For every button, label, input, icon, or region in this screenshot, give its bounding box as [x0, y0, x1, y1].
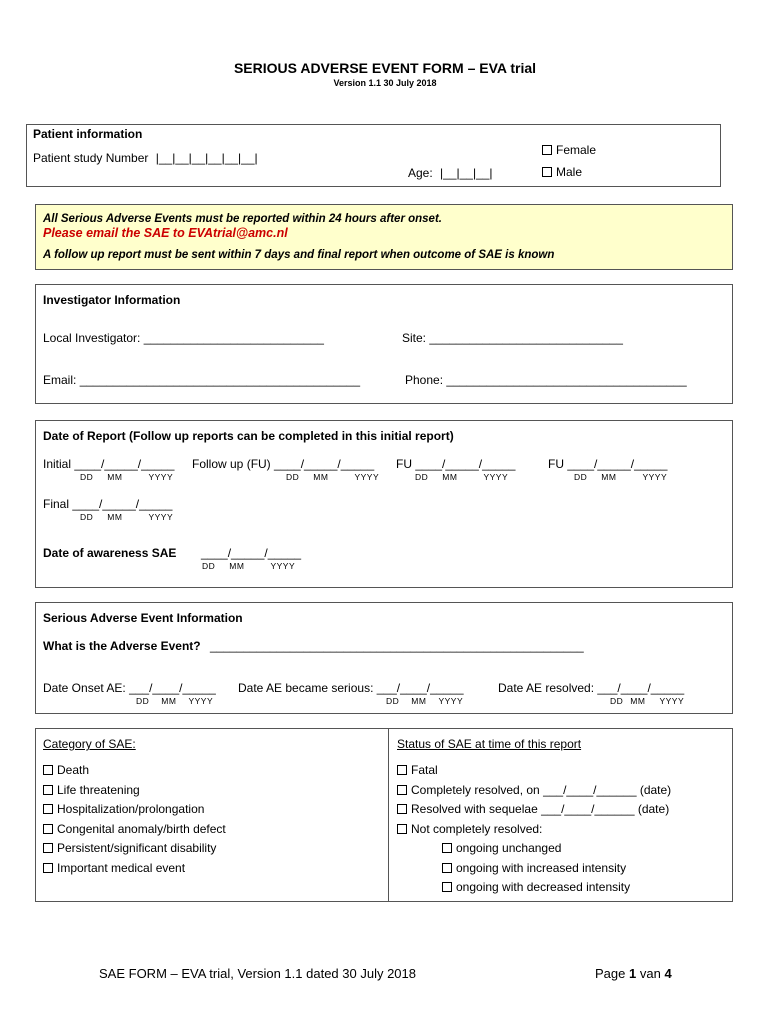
email-label: Email:: [43, 373, 77, 387]
dd-label: DD: [202, 561, 216, 571]
mm-label: MM: [442, 472, 458, 482]
initial-date-units: [80, 472, 173, 482]
checkbox-icon: [43, 785, 53, 795]
fu-date-field-1[interactable]: [396, 457, 515, 471]
awareness-label: Date of awareness SAE: [43, 546, 177, 560]
category-label: Important medical event: [57, 861, 186, 875]
dd-label: DD: [415, 472, 429, 482]
checkbox-icon: [43, 824, 53, 834]
page-number: [595, 966, 672, 981]
final-date-field[interactable]: [43, 497, 172, 511]
mm-label: MM: [107, 512, 123, 522]
page-van: van: [639, 966, 661, 981]
yyyy-label: YYYY: [642, 472, 668, 482]
age-label: Age:: [408, 166, 433, 180]
category-label: Death: [57, 763, 90, 777]
email-field[interactable]: [43, 373, 360, 387]
category-heading: Category of SAE:: [43, 737, 136, 751]
checkbox-icon: [397, 785, 407, 795]
dd-label: DD: [136, 696, 150, 706]
female-checkbox[interactable]: [542, 143, 596, 157]
resolved-date-blank: ___/____/_____: [597, 681, 685, 695]
page-prefix: Page: [595, 966, 626, 981]
yyyy-label: YYYY: [188, 696, 214, 706]
fu-label: FU: [548, 457, 564, 471]
dd-label: DD: [286, 472, 300, 482]
resolved-date-field[interactable]: [498, 681, 684, 695]
male-label: Male: [556, 165, 583, 179]
checkbox-icon: [442, 882, 452, 892]
date-of-report-heading: Date of Report (Follow up reports can be completed in this initial report): [43, 429, 454, 443]
female-label: Female: [556, 143, 597, 157]
notice-line-3: A follow up report must be sent within 7 days and final report when outcome of SAE is known: [43, 249, 555, 261]
dd-label: DD: [386, 696, 400, 706]
status-label: Not completely resolved:: [411, 822, 543, 836]
dd-label: DD: [80, 472, 94, 482]
status-label: Completely resolved, on ___/____/______ (date): [411, 783, 672, 797]
serious-date-field[interactable]: [238, 681, 464, 695]
category-status-section: [35, 728, 733, 902]
patient-info-section: [26, 124, 721, 187]
investigator-section: [35, 284, 733, 404]
notice-box: [35, 204, 733, 270]
status-ongoing-decreased[interactable]: [442, 880, 630, 894]
patient-info-heading: Patient information: [33, 127, 143, 141]
checkbox-icon: [397, 804, 407, 814]
initial-date-field[interactable]: [43, 457, 174, 471]
phone-blank: ____________________________________: [446, 373, 687, 387]
status-label: ongoing with decreased intensity: [456, 880, 631, 894]
resolved-label: Date AE resolved:: [498, 681, 595, 695]
mm-label: MM: [411, 696, 427, 706]
serious-date-blank: ___/____/_____: [376, 681, 464, 695]
adverse-event-question: What is the Adverse Event?: [43, 639, 201, 653]
checkbox-icon: [442, 843, 452, 853]
fu-date-units-1: [415, 472, 508, 482]
mm-label: MM: [313, 472, 329, 482]
checkbox-icon: [43, 863, 53, 873]
yyyy-label: YYYY: [148, 472, 174, 482]
category-persistent[interactable]: [43, 841, 216, 855]
dd-label: DD: [80, 512, 94, 522]
resolved-date-units: [610, 696, 684, 706]
yyyy-label: YYYY: [438, 696, 464, 706]
mm-label: MM: [107, 472, 123, 482]
fu-date-blank: ____/_____/_____: [415, 457, 516, 471]
yyyy-label: YYYY: [148, 512, 174, 522]
yyyy-label: YYYY: [659, 696, 685, 706]
phone-label: Phone:: [405, 373, 444, 387]
category-congenital[interactable]: [43, 822, 226, 836]
checkbox-icon: [43, 765, 53, 775]
study-number-field[interactable]: [33, 151, 258, 165]
category-label: Life threatening: [57, 783, 140, 797]
column-divider: [388, 729, 389, 901]
category-important[interactable]: [43, 861, 185, 875]
dd-label: DD: [610, 696, 624, 706]
final-date-units: [80, 512, 173, 522]
onset-date-blank: ___/____/_____: [129, 681, 216, 695]
followup-label: Follow up (FU): [192, 457, 271, 471]
local-investigator-field[interactable]: [43, 331, 324, 345]
fu-date-units-2: [574, 472, 667, 482]
status-ongoing-unchanged[interactable]: [442, 841, 561, 855]
age-field[interactable]: [408, 166, 493, 180]
checkbox-icon: [442, 863, 452, 873]
adverse-event-field[interactable]: [43, 639, 584, 653]
checkbox-icon: [397, 824, 407, 834]
onset-date-units: [136, 696, 213, 706]
serious-date-units: [386, 696, 463, 706]
initial-label: Initial: [43, 457, 72, 471]
status-label: Fatal: [411, 763, 438, 777]
phone-field[interactable]: [405, 373, 687, 387]
male-checkbox[interactable]: [542, 165, 582, 179]
status-fatal[interactable]: [397, 763, 438, 777]
adverse-event-blank: ________________________________________________________: [209, 639, 584, 653]
onset-label: Date Onset AE:: [43, 681, 126, 695]
site-blank: _____________________________: [429, 331, 623, 345]
status-label: Resolved with sequelae ___/____/______ (date): [411, 802, 670, 816]
local-investigator-blank: ___________________________: [143, 331, 324, 345]
onset-date-field[interactable]: [43, 681, 216, 695]
checkbox-icon: [43, 804, 53, 814]
followup-date-field[interactable]: [192, 457, 374, 471]
version-line: Version 1.1 30 July 2018: [333, 78, 437, 88]
sae-info-section: [35, 602, 733, 714]
awareness-date-units: [202, 561, 295, 571]
status-heading: Status of SAE at time of this report: [397, 737, 582, 751]
age-blank: |__|__|__|: [440, 166, 493, 180]
category-label: Congenital anomaly/birth defect: [57, 822, 226, 836]
final-date-blank: ____/_____/_____: [72, 497, 173, 511]
awareness-date-blank: ____/_____/_____: [201, 546, 302, 560]
initial-date-blank: ____/_____/_____: [74, 457, 175, 471]
dd-label: DD: [574, 472, 588, 482]
checkbox-icon: [542, 167, 552, 177]
followup-date-units: [286, 472, 379, 482]
mm-label: MM: [161, 696, 177, 706]
mm-label: MM: [229, 561, 245, 571]
yyyy-label: YYYY: [483, 472, 509, 482]
footer-text: SAE FORM – EVA trial, Version 1.1 dated 30 July 2018: [99, 966, 416, 981]
mm-label: MM: [630, 696, 646, 706]
category-life-threatening[interactable]: [43, 783, 140, 797]
local-investigator-label: Local Investigator:: [43, 331, 141, 345]
study-number-blank: |__|__|__|__|__|__|: [155, 151, 258, 165]
notice-email-line: Please email the SAE to EVAtrial@amc.nl: [43, 226, 288, 240]
serious-label: Date AE became serious:: [238, 681, 374, 695]
email-blank: __________________________________________: [79, 373, 360, 387]
checkbox-icon: [43, 843, 53, 853]
date-of-report-section: [35, 420, 733, 588]
fu-date-blank: ____/_____/_____: [567, 457, 668, 471]
yyyy-label: YYYY: [270, 561, 296, 571]
followup-date-blank: ____/_____/_____: [274, 457, 375, 471]
checkbox-icon: [542, 145, 552, 155]
sae-info-heading: Serious Adverse Event Information: [43, 611, 243, 625]
status-resolved-sequelae[interactable]: [397, 802, 669, 816]
site-label: Site:: [402, 331, 427, 345]
notice-line-1: All Serious Adverse Events must be reported within 24 hours after onset.: [43, 213, 442, 225]
status-label: ongoing with increased intensity: [456, 861, 627, 875]
page-current: 1: [629, 966, 637, 981]
status-completely-resolved[interactable]: [397, 783, 671, 797]
site-field[interactable]: [402, 331, 623, 345]
category-death[interactable]: [43, 763, 89, 777]
awareness-date-field[interactable]: [201, 546, 301, 560]
category-hospitalization[interactable]: [43, 802, 204, 816]
mm-label: MM: [601, 472, 617, 482]
checkbox-icon: [397, 765, 407, 775]
yyyy-label: YYYY: [354, 472, 380, 482]
status-ongoing-increased[interactable]: [442, 861, 626, 875]
page-total: 4: [664, 966, 672, 981]
category-label: Hospitalization/prolongation: [57, 802, 205, 816]
status-not-completely[interactable]: [397, 822, 542, 836]
study-number-label: Patient study Number: [33, 151, 149, 165]
status-label: ongoing unchanged: [456, 841, 562, 855]
fu-label: FU: [396, 457, 412, 471]
investigator-heading: Investigator Information: [43, 293, 181, 307]
category-label: Persistent/significant disability: [57, 841, 217, 855]
fu-date-field-2[interactable]: [548, 457, 667, 471]
page-title: SERIOUS ADVERSE EVENT FORM – EVA trial: [233, 60, 537, 76]
final-label: Final: [43, 497, 70, 511]
